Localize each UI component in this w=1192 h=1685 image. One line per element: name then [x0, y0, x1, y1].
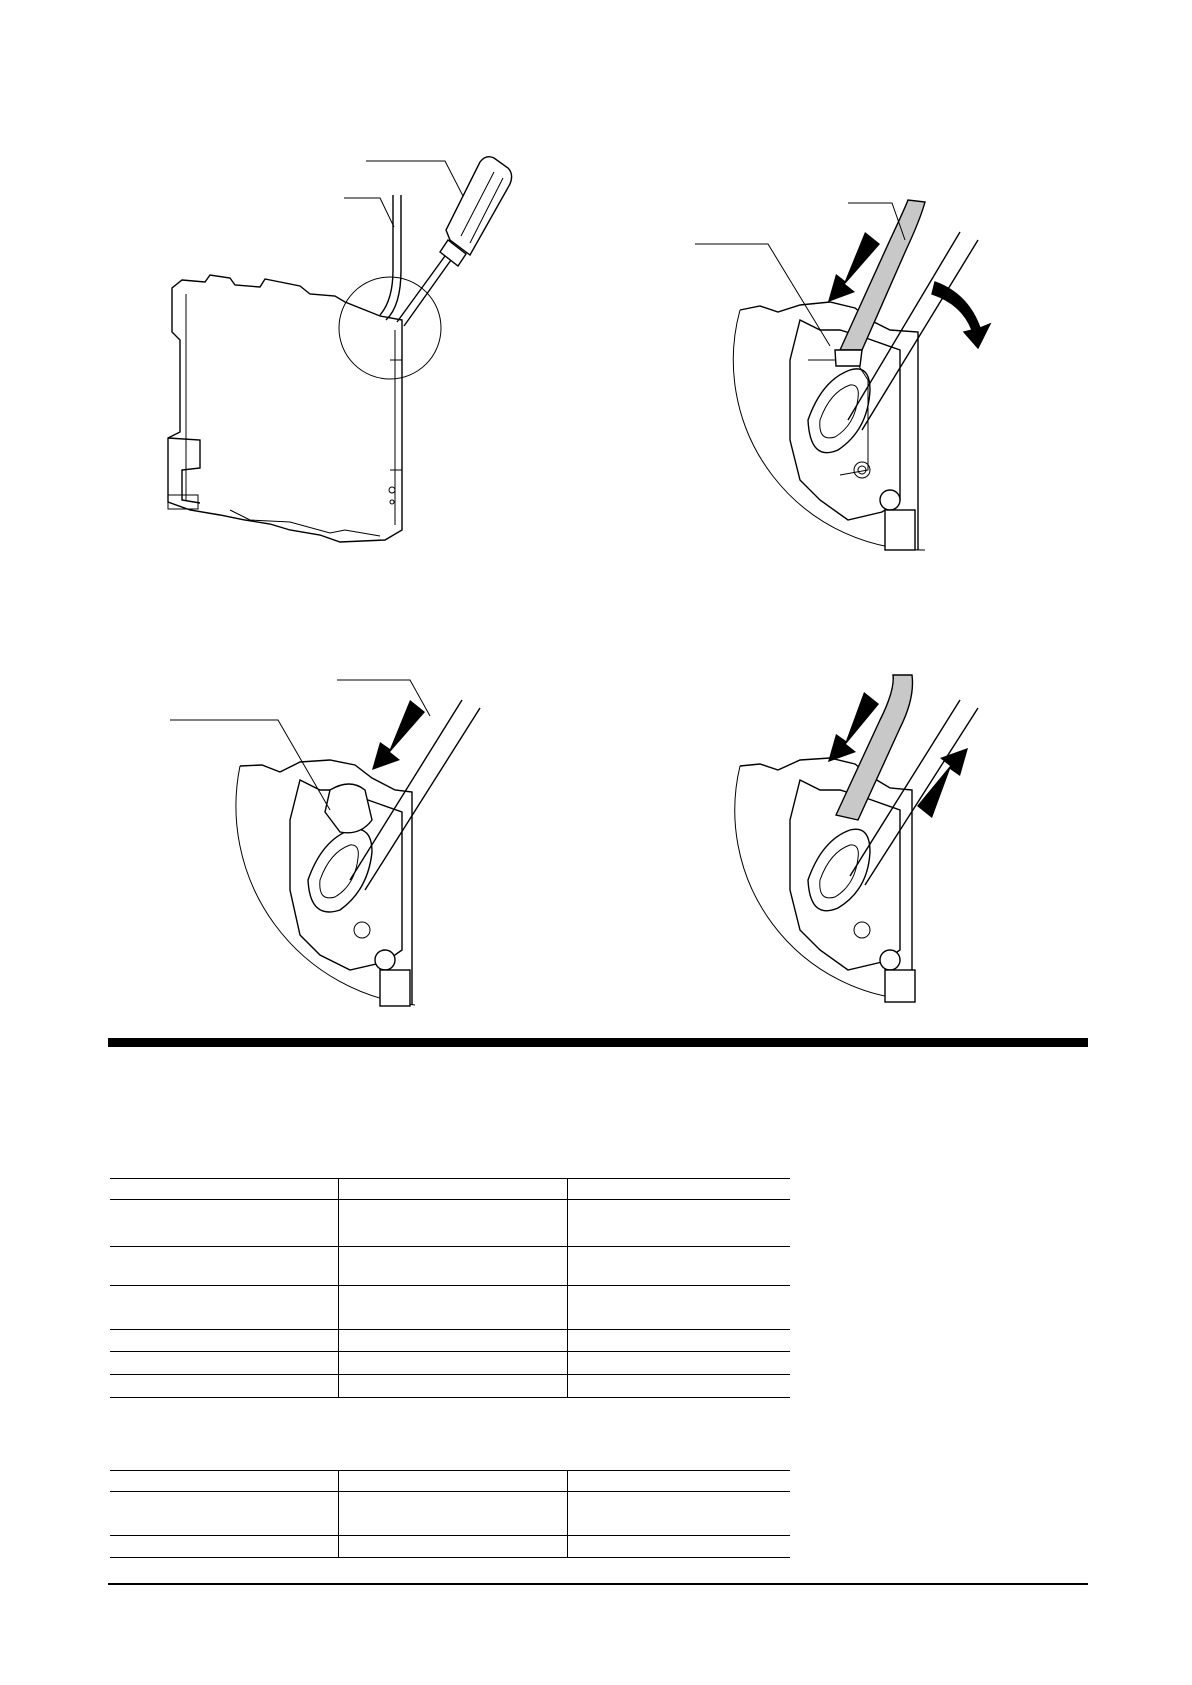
table-cell: [339, 1352, 568, 1375]
table-cell: [110, 1200, 339, 1247]
table-cell: [568, 1536, 791, 1558]
table-cell: [110, 1471, 339, 1492]
section-divider: [108, 1038, 1088, 1047]
table-cell: [110, 1286, 339, 1330]
table-cell: [568, 1330, 791, 1352]
table-cell: [568, 1286, 791, 1330]
table-cell: [339, 1536, 568, 1558]
table-cell: [568, 1200, 791, 1247]
table-cell: [339, 1200, 568, 1247]
table-cell: [339, 1247, 568, 1286]
table-row: [110, 1179, 790, 1200]
table-cell: [110, 1492, 339, 1536]
table-cell: [110, 1536, 339, 1558]
table-cell: [568, 1375, 791, 1398]
table-cell: [339, 1330, 568, 1352]
table-row: [110, 1247, 790, 1286]
spec-table-1: [110, 1178, 790, 1398]
table-cell: [110, 1330, 339, 1352]
table-cell: [568, 1492, 791, 1536]
table-cell: [110, 1247, 339, 1286]
table-row: [110, 1492, 790, 1536]
table-cell: [110, 1179, 339, 1200]
table-cell: [339, 1179, 568, 1200]
table-cell: [568, 1247, 791, 1286]
figure-step-2: [695, 200, 990, 550]
spec-table-2: [110, 1470, 790, 1558]
table-cell: [339, 1471, 568, 1492]
figure-step-4: [735, 675, 978, 1002]
table-row: [110, 1471, 790, 1492]
table-cell: [568, 1352, 791, 1375]
table-cell: [568, 1471, 791, 1492]
footer-rule: [108, 1583, 1088, 1585]
table-cell: [568, 1179, 791, 1200]
table-cell: [339, 1286, 568, 1330]
table-row: [110, 1352, 790, 1375]
table-row: [110, 1286, 790, 1330]
table-cell: [339, 1375, 568, 1398]
table-cell: [110, 1352, 339, 1375]
figure-module-overview: [168, 157, 512, 542]
figure-step-3: [170, 680, 480, 1006]
table-row: [110, 1330, 790, 1352]
table-cell: [110, 1375, 339, 1398]
table-row: [110, 1375, 790, 1398]
table-cell: [339, 1492, 568, 1536]
table-row: [110, 1200, 790, 1247]
table-row: [110, 1536, 790, 1558]
